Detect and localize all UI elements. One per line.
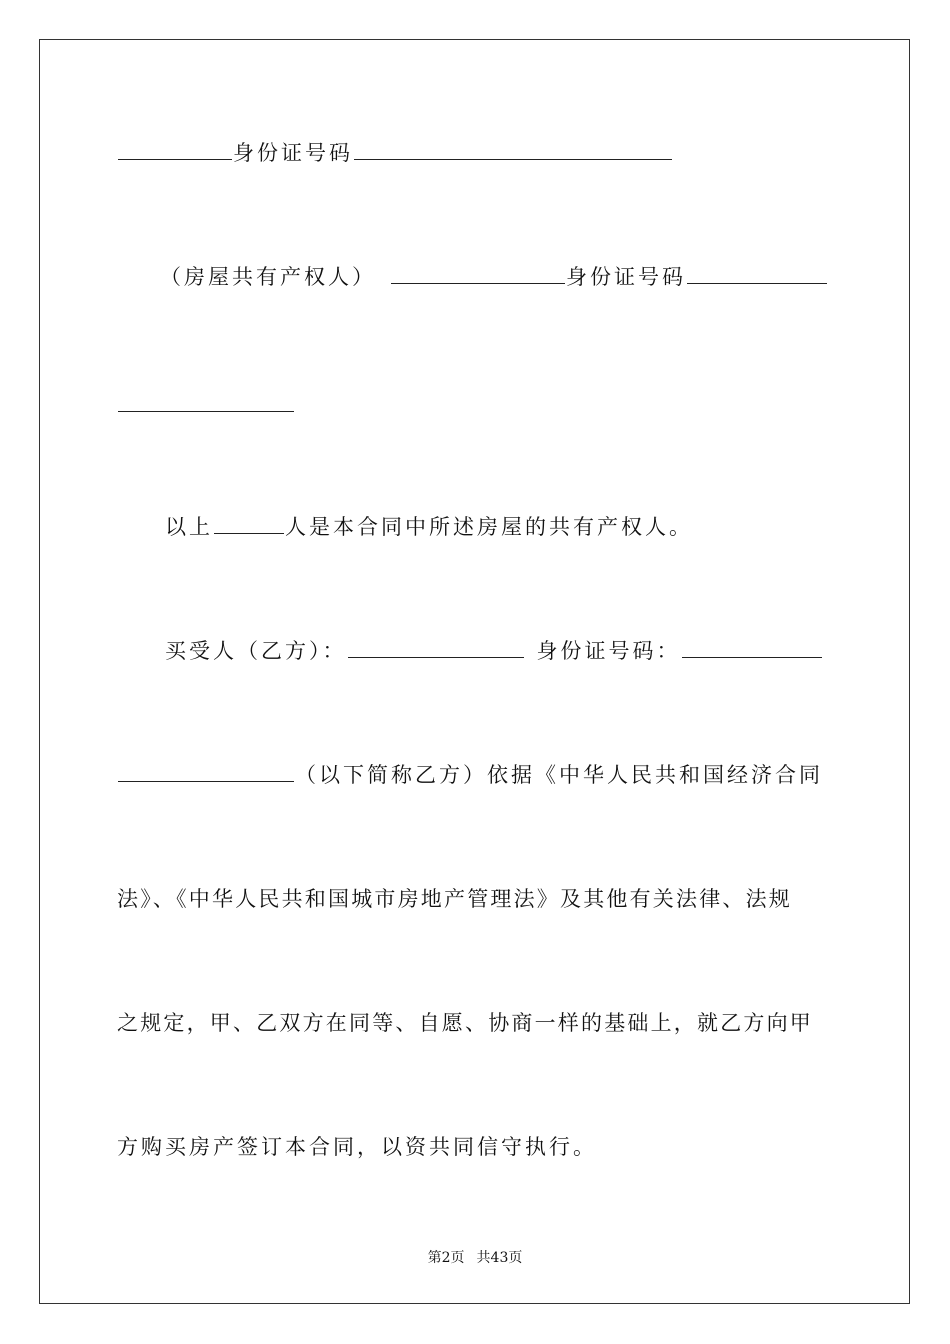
co-owner-label: （房屋共有产权人） (160, 265, 376, 289)
co-owner-id-continuation (117, 390, 295, 420)
page-number: 第2页 (427, 1250, 465, 1266)
buyer-id-blank[interactable] (682, 637, 822, 658)
co-owner-name-blank[interactable] (391, 263, 565, 284)
id-number-blank[interactable] (354, 139, 672, 160)
buyer-id-blank-continued[interactable] (118, 761, 294, 782)
co-owner-count-prefix: 以上 (165, 515, 213, 539)
name-blank[interactable] (118, 139, 232, 160)
page-footer (0, 1247, 950, 1267)
body-text-6: （以下简称乙方）依据《中华人民共和国经济合同 (295, 763, 823, 787)
co-owner-count-line (165, 512, 693, 542)
co-owner-id-blank-continued[interactable] (118, 391, 294, 412)
co-owner-line (160, 262, 828, 292)
total-pages: 共43页 (476, 1250, 523, 1266)
co-owner-id-label: 身份证号码 (566, 265, 686, 289)
buyer-name-blank[interactable] (348, 637, 524, 658)
buyer-label: 买受人（乙方）： (165, 639, 347, 663)
body-text-7: 法》、《中华人民共和国城市房地产管理法》及其他有关法律、法规 (117, 887, 792, 911)
id-label: 身份证号码 (233, 141, 353, 165)
co-owner-count-blank[interactable] (214, 513, 284, 534)
body-line-8 (117, 1008, 813, 1038)
body-text-8: 之规定，甲、乙双方在同等、自愿、协商一样的基础上，就乙方向甲 (117, 1011, 813, 1035)
body-text-9: 方购买房产签订本合同，以资共同信守执行。 (117, 1135, 597, 1159)
page-border (39, 39, 910, 1304)
buyer-id-label: 身份证号码： (536, 639, 681, 663)
body-line-6 (117, 760, 823, 790)
id-line-1 (117, 138, 673, 168)
body-line-7 (117, 884, 792, 914)
co-owner-id-blank[interactable] (687, 263, 827, 284)
body-line-9 (117, 1132, 597, 1162)
buyer-line (165, 636, 823, 666)
co-owner-count-suffix: 人是本合同中所述房屋的共有产权人。 (285, 515, 693, 539)
